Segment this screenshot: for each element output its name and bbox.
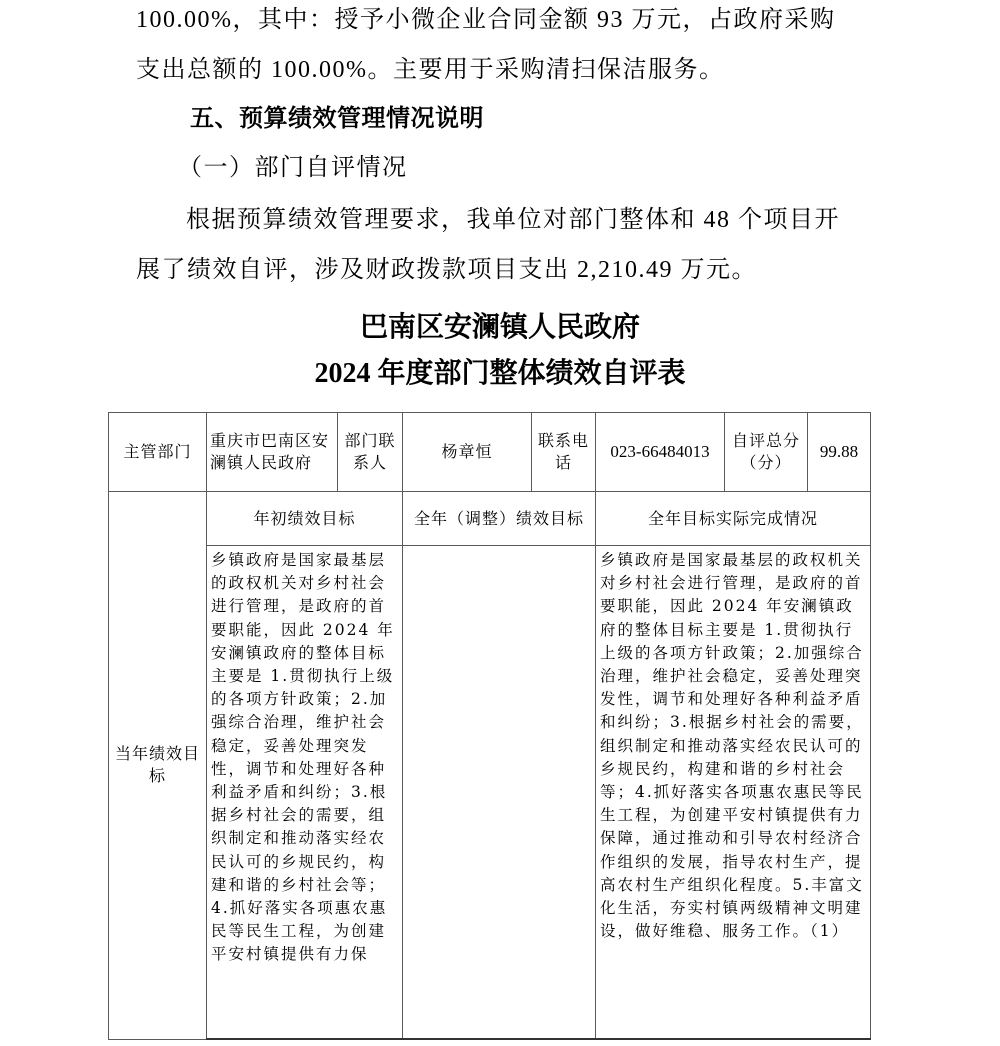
contact-value-cell xyxy=(403,413,532,492)
adjusted-goal-header: 全年（调整）绩效目标 xyxy=(413,508,584,528)
adjusted-goal-cell xyxy=(403,546,596,1040)
dept-value: 重庆市巴南区安澜镇人民政府 xyxy=(210,431,330,472)
current-year-goal-label: 当年绩效目标 xyxy=(114,744,200,786)
adjusted-goal-header-cell xyxy=(403,492,596,546)
phone-value-cell xyxy=(596,413,725,492)
dept-label: 主管部门 xyxy=(123,442,192,461)
initial-goal-header: 年初绩效目标 xyxy=(253,508,356,528)
body-paragraph-line: 100.00%，其中：授予小微企业合同金额 93 万元，占政府采购 xyxy=(136,7,836,33)
phone-value: 023-66484013 xyxy=(610,442,710,461)
score-label: 自评总分（分） xyxy=(731,431,800,472)
contact-label-cell xyxy=(338,413,403,492)
score-value-cell xyxy=(808,413,871,492)
contact-label: 部门联系人 xyxy=(344,431,396,472)
goal-header-row xyxy=(109,492,871,546)
actual-completion-text: 乡镇政府是国家最基层的政权机关对乡村社会进行管理，是政府的首要职能，因此 2024 年安澜镇政府的整体目标主要是 1.贯彻执行上级的各项方针政策；2.加强综合治理，维护社会稳定，妥善处理突发性，调节和处理好各种利益矛盾和纠纷；3.根据乡村社会的需要，组织制定和推动落实经农民认可的乡规民约，构建和谐的乡村社会等；4.抓好落实各项惠农惠民等民生工程，为创建平安村镇提供有力保障，通过推动和引导农村经济合作组织的发展，指导农村生产，提高农村生产组织化程度。5.丰富文化生活，夯实村镇两级精神文明建设，做好维稳、服务工作。（1） xyxy=(600,551,864,941)
body-paragraph-line: 根据预算绩效管理要求，我单位对部门整体和 48 个项目开 xyxy=(186,207,840,233)
actual-completion-cell xyxy=(596,546,871,1040)
score-value: 99.88 xyxy=(819,442,859,461)
actual-completion-header: 全年目标实际完成情况 xyxy=(647,508,818,528)
phone-label-cell xyxy=(532,413,596,492)
initial-goal-header-cell xyxy=(207,492,403,546)
body-paragraph-line: 支出总额的 100.00%。主要用于采购清扫保洁服务。 xyxy=(136,57,725,83)
actual-completion-header-cell xyxy=(596,492,871,546)
table-title-line2: 2024 年度部门整体绩效自评表 xyxy=(314,358,686,389)
initial-goal-cell xyxy=(207,546,403,1040)
section-heading: 五、预算绩效管理情况说明 xyxy=(190,106,484,132)
initial-goal-text: 乡镇政府是国家最基层的政权机关对乡村社会进行管理，是政府的首要职能，因此 2024 年安澜镇政府的整体目标主要是 1.贯彻执行上级的各项方针政策；2.加强综合治理，维护社会稳定，妥善处理突发性，调节和处理好各种利益矛盾和纠纷；3.根据乡村社会的需要，组织制定和推动落实经农民认可的乡规民约，构建和谐的乡村社会等；4.抓好落实各项惠农惠民等民生工程，为创建平安村镇提供有力保 xyxy=(211,551,395,964)
table-header-row xyxy=(109,413,871,492)
dept-value-cell xyxy=(207,413,338,492)
contact-value: 杨章恒 xyxy=(441,442,493,461)
subsection-heading: （一）部门自评情况 xyxy=(178,155,408,181)
table-title-line1: 巴南区安澜镇人民政府 xyxy=(359,312,640,343)
current-year-goal-label-cell xyxy=(109,492,207,1040)
score-label-cell xyxy=(725,413,808,492)
body-paragraph-line: 展了绩效自评，涉及财政拨款项目支出 2,210.49 万元。 xyxy=(136,257,757,283)
performance-self-evaluation-table xyxy=(108,412,871,1040)
phone-label: 联系电话 xyxy=(537,431,589,472)
dept-label-cell xyxy=(109,413,207,492)
goal-content-row xyxy=(109,546,871,1040)
